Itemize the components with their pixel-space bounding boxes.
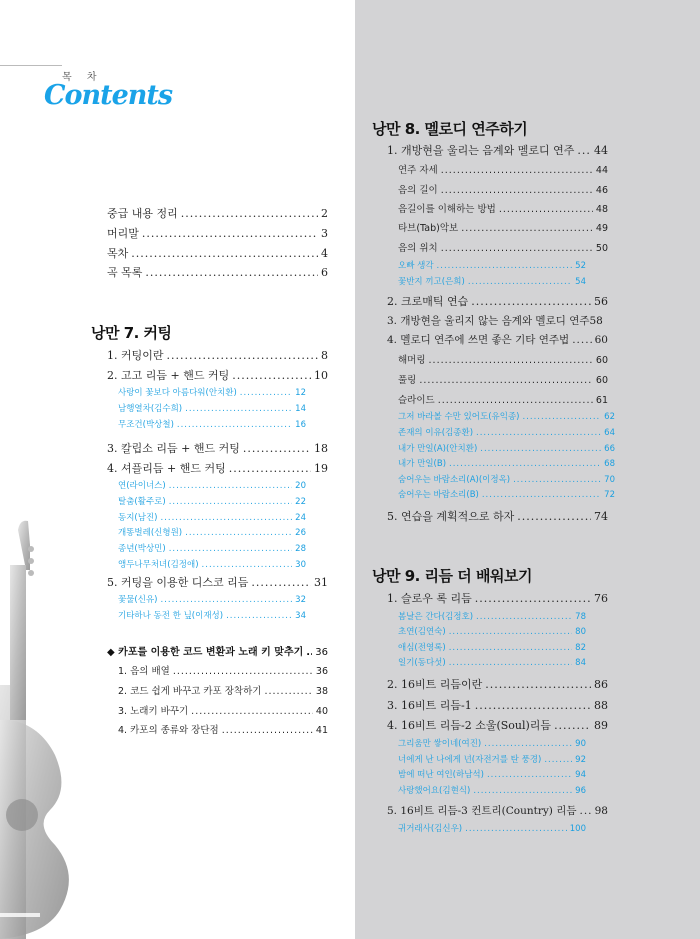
toc-label: 꽃반지 끼고(은희) xyxy=(398,277,465,287)
toc-label: 1. 음의 배열 xyxy=(118,666,170,677)
toc-item[interactable] xyxy=(387,313,608,328)
toc-song-list[interactable] xyxy=(107,264,328,280)
toc-page: 3 xyxy=(321,227,328,240)
toc-page: 40 xyxy=(315,706,328,717)
toc-item[interactable] xyxy=(387,142,608,158)
toc-page: 38 xyxy=(315,686,328,697)
toc-page: 14 xyxy=(295,404,306,414)
toc-label: 곡 목록 xyxy=(107,266,143,279)
toc-label: 내가 만일(A)(안치환) xyxy=(398,444,478,454)
toc-song[interactable] xyxy=(118,479,306,491)
toc-sub[interactable] xyxy=(398,182,608,196)
toc-label: 음길이를 이해하는 방법 xyxy=(398,204,496,215)
toc-page: 22 xyxy=(295,497,306,507)
toc-label: 숨어우는 바람소리(B) xyxy=(398,490,479,500)
toc-label: 타브(Tab)악보 xyxy=(398,223,459,234)
section-title-part9: 낭만 9. 리듬 더 배워보기 xyxy=(372,567,532,585)
toc-page: 32 xyxy=(295,595,306,605)
toc-song[interactable] xyxy=(398,426,615,438)
toc-label: 그리움만 쌓이네(여진) xyxy=(398,739,482,749)
toc-page: 24 xyxy=(295,513,306,523)
toc-item[interactable] xyxy=(387,697,608,713)
toc-sub[interactable] xyxy=(118,722,328,736)
toc-label: 꽃물(신유) xyxy=(118,595,158,605)
toc-song[interactable] xyxy=(398,473,615,485)
toc-song[interactable] xyxy=(398,768,586,780)
toc-page: 54 xyxy=(575,277,586,287)
toc-sub[interactable] xyxy=(398,201,608,215)
toc-page: 41 xyxy=(315,725,328,736)
toc-page: 70 xyxy=(604,475,615,485)
toc-label: 오빠 생각 xyxy=(398,261,434,271)
toc-label: 그저 바라볼 수만 있어도(유익종) xyxy=(398,412,520,422)
toc-page: 72 xyxy=(604,490,615,500)
korean-title: 목 차 xyxy=(62,72,103,83)
toc-page: 84 xyxy=(575,658,586,668)
toc-item[interactable] xyxy=(107,460,328,476)
toc-page: 8 xyxy=(321,349,328,362)
toc-sub[interactable] xyxy=(118,703,328,717)
capo-title: ◆ 카포를 이용한 코드 변환과 노래 키 맞추기 xyxy=(107,647,304,658)
toc-label: 3. 16비트 리듬-1 xyxy=(387,699,472,712)
toc-page: 48 xyxy=(595,204,608,215)
toc-page: 88 xyxy=(594,699,608,712)
toc-label: 애심(전영록) xyxy=(398,643,446,653)
toc-page: 82 xyxy=(575,643,586,653)
toc-page: 10 xyxy=(314,369,328,382)
toc-label: 숨어우는 바람소리(A)(이정옥) xyxy=(398,475,511,485)
toc-label: 동지(남진) xyxy=(118,513,158,523)
header-rule xyxy=(0,65,62,66)
toc-page: 20 xyxy=(295,481,306,491)
toc-label: 음의 위치 xyxy=(398,243,438,254)
toc-label: 앵두나무처녀(김정애) xyxy=(118,560,199,570)
toc-preface[interactable] xyxy=(107,225,328,241)
toc-item[interactable] xyxy=(107,347,328,363)
toc-song[interactable] xyxy=(118,418,306,430)
toc-page: 64 xyxy=(604,428,615,438)
toc-label: 무조건(박상철) xyxy=(118,420,174,430)
toc-page: 90 xyxy=(575,739,586,749)
toc-sub[interactable] xyxy=(118,683,328,697)
toc-page: 18 xyxy=(314,442,328,455)
toc-page: 60 xyxy=(594,334,608,346)
toc-label: 1. 커팅이란 xyxy=(107,349,164,362)
toc-page: 98 xyxy=(594,805,608,817)
toc-label: 연주 자세 xyxy=(398,165,438,176)
toc-sub[interactable] xyxy=(118,663,328,677)
toc-page: 46 xyxy=(595,185,608,196)
toc-contents[interactable] xyxy=(107,245,328,261)
toc-song[interactable] xyxy=(118,526,306,538)
toc-label: 2. 고고 리듬 + 핸드 커팅 xyxy=(107,369,230,382)
toc-label: 내가 만일(B) xyxy=(398,459,447,469)
toc-page: 49 xyxy=(595,223,608,234)
toc-page: 50 xyxy=(595,243,608,254)
toc-page: 100 xyxy=(569,824,586,834)
toc-page: 36 xyxy=(315,666,328,677)
toc-label: 봄날은 간다(김정호) xyxy=(398,612,474,622)
toc-page: 34 xyxy=(295,611,306,621)
toc-song[interactable] xyxy=(118,558,306,570)
toc-page: 12 xyxy=(295,388,306,398)
toc-page: 44 xyxy=(594,144,608,157)
toc-item[interactable] xyxy=(387,332,608,347)
toc-song[interactable] xyxy=(118,511,306,523)
toc-page: 80 xyxy=(575,627,586,637)
toc-sub[interactable] xyxy=(398,392,608,406)
toc-label: 귀거래사(김신우) xyxy=(398,824,463,834)
toc-sub[interactable] xyxy=(398,352,608,366)
toc-intro-summary[interactable] xyxy=(107,205,328,221)
toc-item[interactable] xyxy=(107,367,328,383)
toc-sub[interactable] xyxy=(398,220,608,234)
toc-page: 78 xyxy=(575,612,586,622)
toc-sub[interactable] xyxy=(398,372,608,386)
toc-label: 2. 코드 쉽게 바꾸고 카포 장착하기 xyxy=(118,686,262,697)
toc-label: 밤에 떠난 여인(하남석) xyxy=(398,770,484,780)
toc-song[interactable] xyxy=(118,495,306,507)
toc-page: 74 xyxy=(594,510,608,523)
toc-song[interactable] xyxy=(118,593,306,605)
toc-label: 3. 개방현을 울리지 않는 음계와 멜로디 연주 xyxy=(387,315,590,327)
toc-label: 머리말 xyxy=(107,227,139,240)
toc-item[interactable] xyxy=(387,676,608,692)
toc-page: 31 xyxy=(314,576,328,589)
toc-label: 2. 크로매틱 연습 xyxy=(387,295,469,308)
toc-label: 2. 16비트 리듬이란 xyxy=(387,678,483,691)
toc-label: 풀링 xyxy=(398,375,417,386)
toc-song[interactable] xyxy=(398,457,615,469)
toc-page: 19 xyxy=(314,462,328,475)
toc-label: 연(라이너스) xyxy=(118,481,166,491)
toc-song[interactable] xyxy=(398,442,615,454)
toc-label: 기타하나 동전 한 닢(이재성) xyxy=(118,611,224,621)
section-title-part7: 낭만 7. 커팅 xyxy=(91,324,172,342)
toc-label: 중급 내용 정리 xyxy=(107,207,178,220)
toc-label: 4. 카포의 종류와 장단점 xyxy=(118,725,219,736)
toc-page: 60 xyxy=(595,355,608,366)
toc-page: 89 xyxy=(594,719,608,732)
toc-song[interactable] xyxy=(118,386,306,398)
toc-label: 존재의 이유(김종환) xyxy=(398,428,474,438)
toc-page: 4 xyxy=(321,247,328,260)
toc-label: 사랑했어요(김현식) xyxy=(398,786,471,796)
toc-page: 96 xyxy=(575,786,586,796)
toc-page: 58 xyxy=(589,315,603,327)
toc-page: 26 xyxy=(295,528,306,538)
toc-song[interactable] xyxy=(118,402,306,414)
toc-song[interactable] xyxy=(398,259,586,271)
toc-label: 탈춤(활주로) xyxy=(118,497,166,507)
toc-song[interactable] xyxy=(398,610,586,622)
toc-page: 68 xyxy=(604,459,615,469)
toc-page: 62 xyxy=(604,412,615,422)
guitar-icon xyxy=(0,515,90,939)
toc-label: 4. 멜로디 연주에 쓰면 좋은 기타 연주법 xyxy=(387,334,570,346)
toc-label: 1. 슬로우 록 리듬 xyxy=(387,592,472,605)
toc-label: 초연(김연숙) xyxy=(398,627,446,637)
toc-label: 일기(동다섯) xyxy=(398,658,446,668)
toc-label: 종년(박상민) xyxy=(118,544,166,554)
toc-page: 28 xyxy=(295,544,306,554)
toc-song[interactable] xyxy=(398,822,586,834)
toc-item[interactable] xyxy=(387,508,608,524)
toc-label: 4. 16비트 리듬-2 소울(Soul)리듬 xyxy=(387,719,552,732)
toc-page: 52 xyxy=(575,261,586,271)
toc-song[interactable] xyxy=(118,542,306,554)
toc-page: 66 xyxy=(604,444,615,454)
toc-label: 5. 16비트 리듬-3 컨트리(Country) 리듬 xyxy=(387,805,577,817)
contents-title: Contents xyxy=(44,80,173,111)
toc-label: 3. 노래키 바꾸기 xyxy=(118,706,189,717)
toc-item[interactable] xyxy=(387,590,608,606)
toc-item[interactable] xyxy=(107,440,328,456)
toc-song[interactable] xyxy=(398,275,586,287)
toc-page: 60 xyxy=(595,375,608,386)
toc-song[interactable] xyxy=(398,753,586,765)
toc-song[interactable] xyxy=(398,410,615,422)
toc-label: 5. 커팅을 이용한 디스코 리듬 xyxy=(107,576,249,589)
toc-item[interactable] xyxy=(387,293,608,309)
toc-label: 사랑이 꽃보다 아름다워(안치환) xyxy=(118,388,237,398)
toc-song[interactable] xyxy=(398,656,586,668)
right-panel-background xyxy=(355,0,700,939)
toc-label: 4. 셔플리듬 + 핸드 커팅 xyxy=(107,462,226,475)
section-title-part8: 낭만 8. 멜로디 연주하기 xyxy=(372,120,528,138)
toc-page: 86 xyxy=(594,678,608,691)
toc-label: 너에게 난 나에게 넌(자전거를 탄 풍경) xyxy=(398,755,542,765)
toc-item[interactable] xyxy=(107,574,328,590)
toc-page: 16 xyxy=(295,420,306,430)
toc-page: 44 xyxy=(595,165,608,176)
toc-sub[interactable] xyxy=(398,240,608,254)
toc-sub[interactable] xyxy=(398,162,608,176)
toc-page: 2 xyxy=(321,207,328,220)
toc-song[interactable] xyxy=(398,625,586,637)
toc-label: 목차 xyxy=(107,247,129,260)
toc-label: 개똥벌레(신형원) xyxy=(118,528,183,538)
toc-label: 해머링 xyxy=(398,355,426,366)
toc-label: 1. 개방현을 울리는 음계와 멜로디 연주 xyxy=(387,144,575,157)
toc-page: 36 xyxy=(315,647,328,658)
toc-song[interactable] xyxy=(398,737,586,749)
toc-song[interactable] xyxy=(398,784,586,796)
toc-page: 76 xyxy=(594,592,608,605)
toc-label: 3. 칼립소 리듬 + 핸드 커팅 xyxy=(107,442,240,455)
toc-label: 남행열차(김수희) xyxy=(118,404,183,414)
toc-label: 슬라이드 xyxy=(398,395,435,406)
toc-item[interactable] xyxy=(387,717,608,733)
toc-item[interactable] xyxy=(387,803,608,818)
toc-page: 94 xyxy=(575,770,586,780)
toc-page: 56 xyxy=(594,295,608,308)
toc-song[interactable] xyxy=(398,488,615,500)
toc-page: 61 xyxy=(595,395,608,406)
toc-capo-section[interactable] xyxy=(107,643,328,658)
toc-label: 음의 길이 xyxy=(398,185,438,196)
toc-page: 92 xyxy=(575,755,586,765)
toc-page: 6 xyxy=(321,266,328,279)
toc-label: 5. 연습을 계획적으로 하자 xyxy=(387,510,515,523)
toc-page: 30 xyxy=(295,560,306,570)
toc-song[interactable] xyxy=(398,641,586,653)
toc-song[interactable] xyxy=(118,609,306,621)
